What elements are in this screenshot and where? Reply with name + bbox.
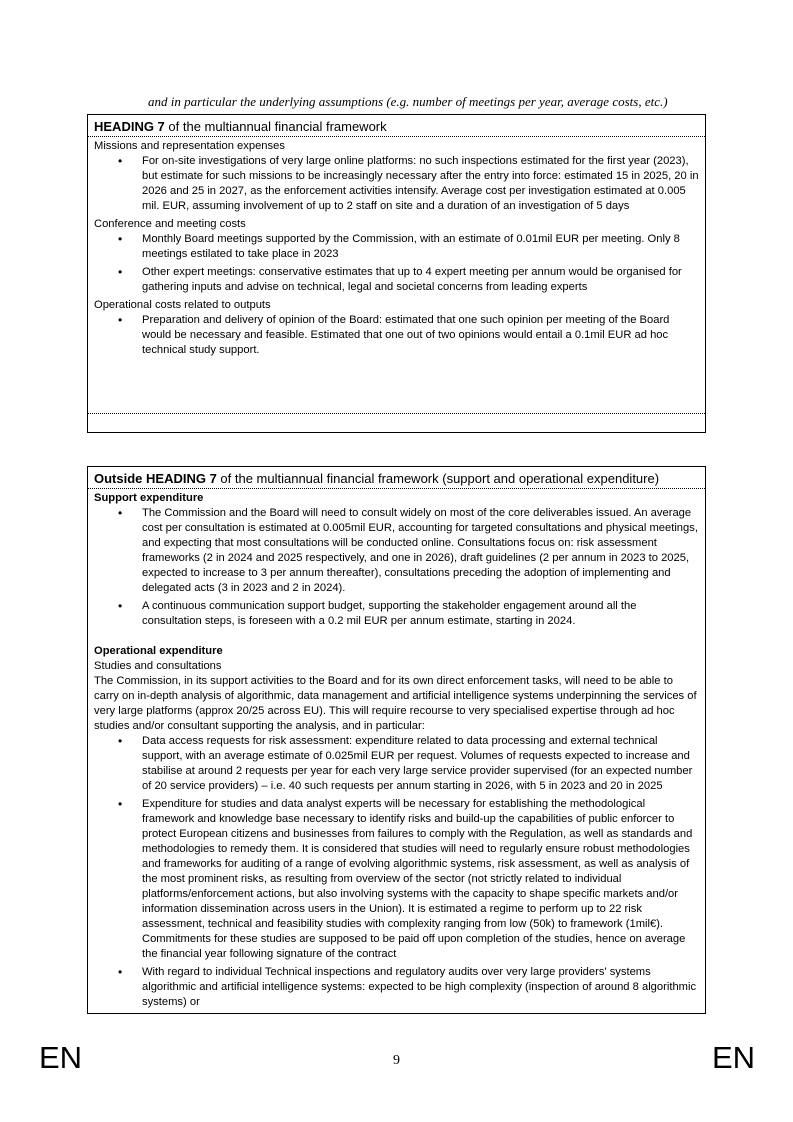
studies-paragraph: The Commission, in its support activities to the Board and for its own direct enforcement tasks, will need to be able to carry on in-depth analysis of algorithmic, data management and artificial intelligence systems underpinning the services of very large platforms (approx 20/25 across EU). This will require recourse to very specialised expertise through ad hoc studies and/or consultant supporting the analysis, and in particular:: [94, 675, 697, 732]
list-item: • Data access requests for risk assessment: expenditure related to data processing and external technical support, with an average estimate of 0.025mil EUR per request. Volumes of requests expected to increase and stabilise at around 2 requests per year for each very large service provider supervised (for an expected number of 20 service providers) – i.e. 40 such requests per annum starting in 2026, with 5 in 2023 and 20 in 2025: [142, 734, 699, 794]
list-item: • Other expert meetings: conservative estimates that up to 4 expert meeting per annum would be organised for gathering inputs and advise on technical, legal and societal concerns from leading experts: [142, 265, 699, 295]
page-number: 9: [393, 1053, 400, 1068]
heading7-header: [88, 115, 705, 137]
list-item: • The Commission and the Board will need to consult widely on most of the core deliverables issued. An average cost per consultation is estimated at 0.005mil EUR, accounting for targeted consultations and physical meetings, and expecting that most consultations will be conducted online. Consultations focus on: risk assessment frameworks (2 in 2024 and 2025 respectively, and one in 2026), draft guidelines (2 per annum in 2023 to 2025, expected to increase to 3 per annum thereafter), consultations preceding the adoption of implementing and delegated acts (3 in 2023 and 2 in 2024).: [142, 506, 699, 596]
heading7-content: [88, 137, 705, 358]
outside-title-rest: of the multiannual financial framework (support and operational expenditure): [216, 471, 660, 486]
bullet-list: [94, 313, 699, 358]
section-title: Operational costs related to outputs: [94, 299, 271, 311]
spacer: [94, 632, 699, 644]
support-expenditure-title: Support expenditure: [94, 492, 204, 504]
intro-text: and in particular the underlying assumptions (e.g. number of meetings per year, average costs, etc.): [148, 94, 668, 109]
bullet-list: [94, 506, 699, 629]
bullet-list: [94, 232, 699, 295]
outside-header: [88, 467, 705, 489]
list-item: • For on-site investigations of very large online platforms: no such inspections estimated for the first year (2023), but estimate for such missions to be increasingly necessary after the entry into force: estimated 15 in 2025, 20 in 2026 and 25 in 2027, as the enforcement activities intensify. Average cost per investigation estimated at 0.005 mil. EUR, assuming involvement of up to 2 staff on site and a duration of an investigation of 5 days: [142, 154, 699, 214]
outside-content: [88, 489, 705, 1010]
bullet-list: [94, 154, 699, 214]
section-title: Conference and meeting costs: [94, 218, 246, 230]
list-item: • Expenditure for studies and data analyst experts will be necessary for establishing the methodological framework and knowledge base necessary to identify risks and build-up the capabilities of public enforcer to protect European citizens and businesses from failures to comply with the Regulation, as well as standards and methodologies to remedy them. It is considered that studies will need to regularly ensure robust methodologies and frameworks for auditing of a range of evolving algorithmic systems, risk assessment, as well as analysis of the most prominent risks, as resulting from overview of the sector (not strictly related to individual platforms/enforcement actions, but also involving systems with the capacity to shape specific markets and/or information dissemination across users in the Union). It is estimated a regime to perform up to 22 risk assessment, technical and feasibility studies with complexity ranging from low (50k) to framework (1mil€). Commitments for these studies are supposed to be paid off upon completion of the studies, hence on average the financial year following signature of the contract: [142, 797, 699, 962]
language-code-left: EN: [39, 1040, 83, 1075]
heading7-title-rest: of the multiannual financial framework: [164, 119, 387, 134]
dotted-divider: [88, 413, 705, 414]
bullet-list: [94, 734, 699, 1010]
list-item: • Preparation and delivery of opinion of the Board: estimated that one such opinion per meeting of the Board would be necessary and feasible. Estimated that one out of two opinions would entail a 0.1mil EUR ad hoc technical study support.: [142, 313, 699, 358]
list-item: • Monthly Board meetings supported by the Commission, with an estimate of 0.01mil EUR per meeting. Only 8 meetings estilated to take place in 2023: [142, 232, 699, 262]
outside-heading7-box: [87, 466, 706, 1014]
list-item: • With regard to individual Technical inspections and regulatory audits over very large providers' systems algorithmic and artificial intelligence systems: expected to be high complexity (inspection of around 8 algorithmic systems) or: [142, 965, 699, 1010]
operational-expenditure-title: Operational expenditure: [94, 645, 223, 657]
section-title: Missions and representation expenses: [94, 140, 285, 152]
heading7-title-bold: HEADING 7: [94, 119, 165, 134]
language-code-right: EN: [712, 1040, 756, 1075]
outside-title-bold: Outside HEADING 7: [94, 471, 217, 486]
studies-title: Studies and consultations: [94, 660, 222, 672]
list-item: • A continuous communication support budget, supporting the stakeholder engagement around all the consultation steps, is foreseen with a 0.2 mil EUR per annum estimate, starting in 2024.: [142, 599, 699, 629]
heading7-box: [87, 114, 706, 433]
